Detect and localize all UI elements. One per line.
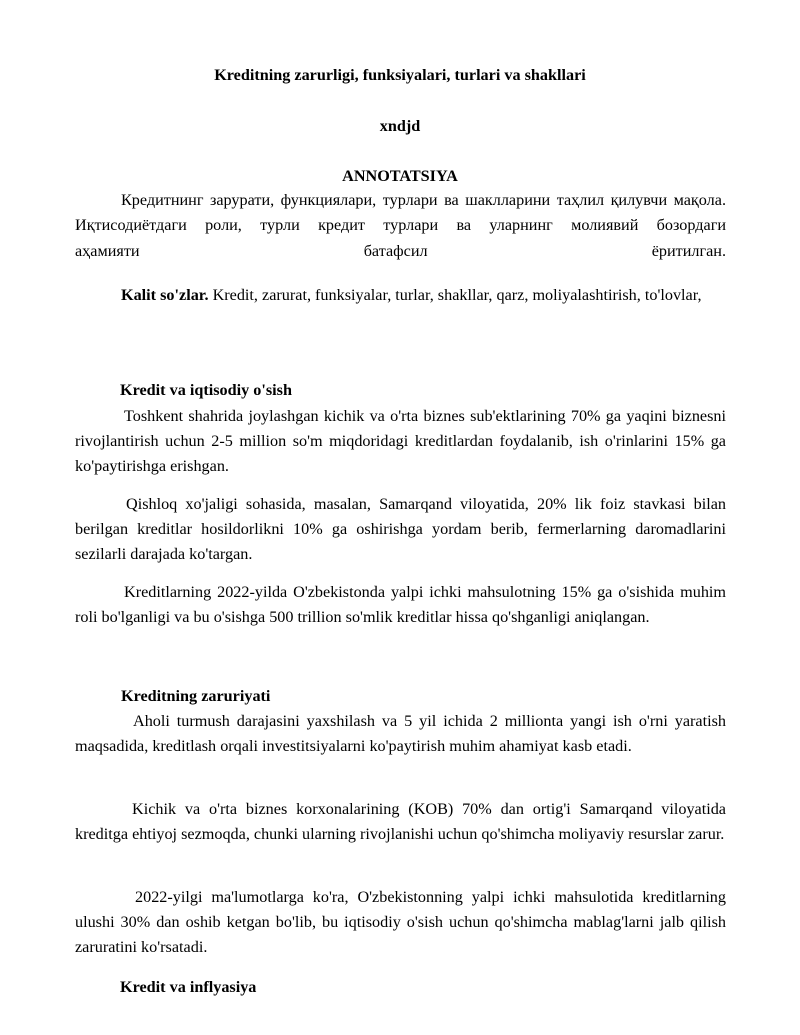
keywords-text: Kredit, zarurat, funksiyalar, turlar, shakllar, qarz, moliyalashtirish, to'lovlar,: [208, 286, 702, 304]
section-1-paragraph-1: Toshkent shahrida joylashgan kichik va o'rta biznes sub'ektlarining 70% ga yaqini biznesni rivojlantirish uchun 2-5 million so'm miqdoridagi kreditlardan foydalanib, ish o'rinlarini 15% ga ko'paytirishga erishgan.: [75, 407, 726, 476]
annotation-heading: ANNOTATSIYA: [342, 167, 458, 185]
document-title: Kreditning zarurligi, funksiyalari, turlari va shakllari: [214, 66, 586, 84]
keywords-paragraph: [75, 283, 726, 308]
document-author: xndjd: [379, 117, 421, 135]
section-heading-credit-growth: Kredit va iqtisodiy o'sish: [120, 381, 292, 399]
annotation-text: Кредитнинг зарурати, функциялари, турлари ва шаклларини таҳлил қилувчи мақола. Иқтисодиётдаги роли, турли кредит турлари ва уларнинг молиявий бозордаги: [75, 191, 726, 235]
section-2-paragraph-1: Aholi turmush darajasini yaxshilash va 5 yil ichida 2 millionta yangi ish o'rni yaratish maqsadida, kreditlash orqali investitsiyalarni ko'paytirish muhim ahamiyat kasb etadi.: [75, 712, 726, 756]
section-1-paragraph-3: Kreditlarning 2022-yilda O'zbekistonda yalpi ichki mahsulotning 15% ga o'sishida muhim roli bo'lganligi va bu o'sishga 500 trillion so'mlik kreditlar hissa qo'shganligi aniqlangan.: [75, 583, 726, 627]
section-heading-necessity: Kreditning zaruriyati: [121, 687, 271, 705]
keywords-label: Kalit so'zlar.: [121, 286, 209, 304]
annotation-text-end: [75, 239, 726, 264]
section-2-paragraph-3: 2022-yilgi ma'lumotlarga ko'ra, O'zbekistonning yalpi ichki mahsulotida kreditlarning ulushi 30% dan oshib ketgan bo'lib, bu iqtisodiy o'sish uchun qo'shimcha mablag'larni jalb qilish zaruratini ko'rsatadi.: [75, 888, 726, 957]
section-2-paragraph-2: Kichik va o'rta biznes korxonalarining (KOB) 70% dan ortig'i Samarqand viloyatida kreditga ehtiyoj sezmoqda, chunki ularning rivojlanishi uchun qo'shimcha moliyaviy resurslar zarur.: [75, 800, 726, 844]
section-heading-inflation: Kredit va inflyasiya: [120, 978, 257, 996]
section-1-paragraph-2: Qishloq xo'jaligi sohasida, masalan, Samarqand viloyatida, 20% lik foiz stavkasi bilan berilgan kreditlar hosildorlikni 10% ga oshirishga yordam berib, fermerlarning daromadlarini sezilarli darajada ko'targan.: [75, 495, 726, 564]
annotation-text-end-words: аҳамияти батафсил ёритилган.: [75, 242, 726, 260]
